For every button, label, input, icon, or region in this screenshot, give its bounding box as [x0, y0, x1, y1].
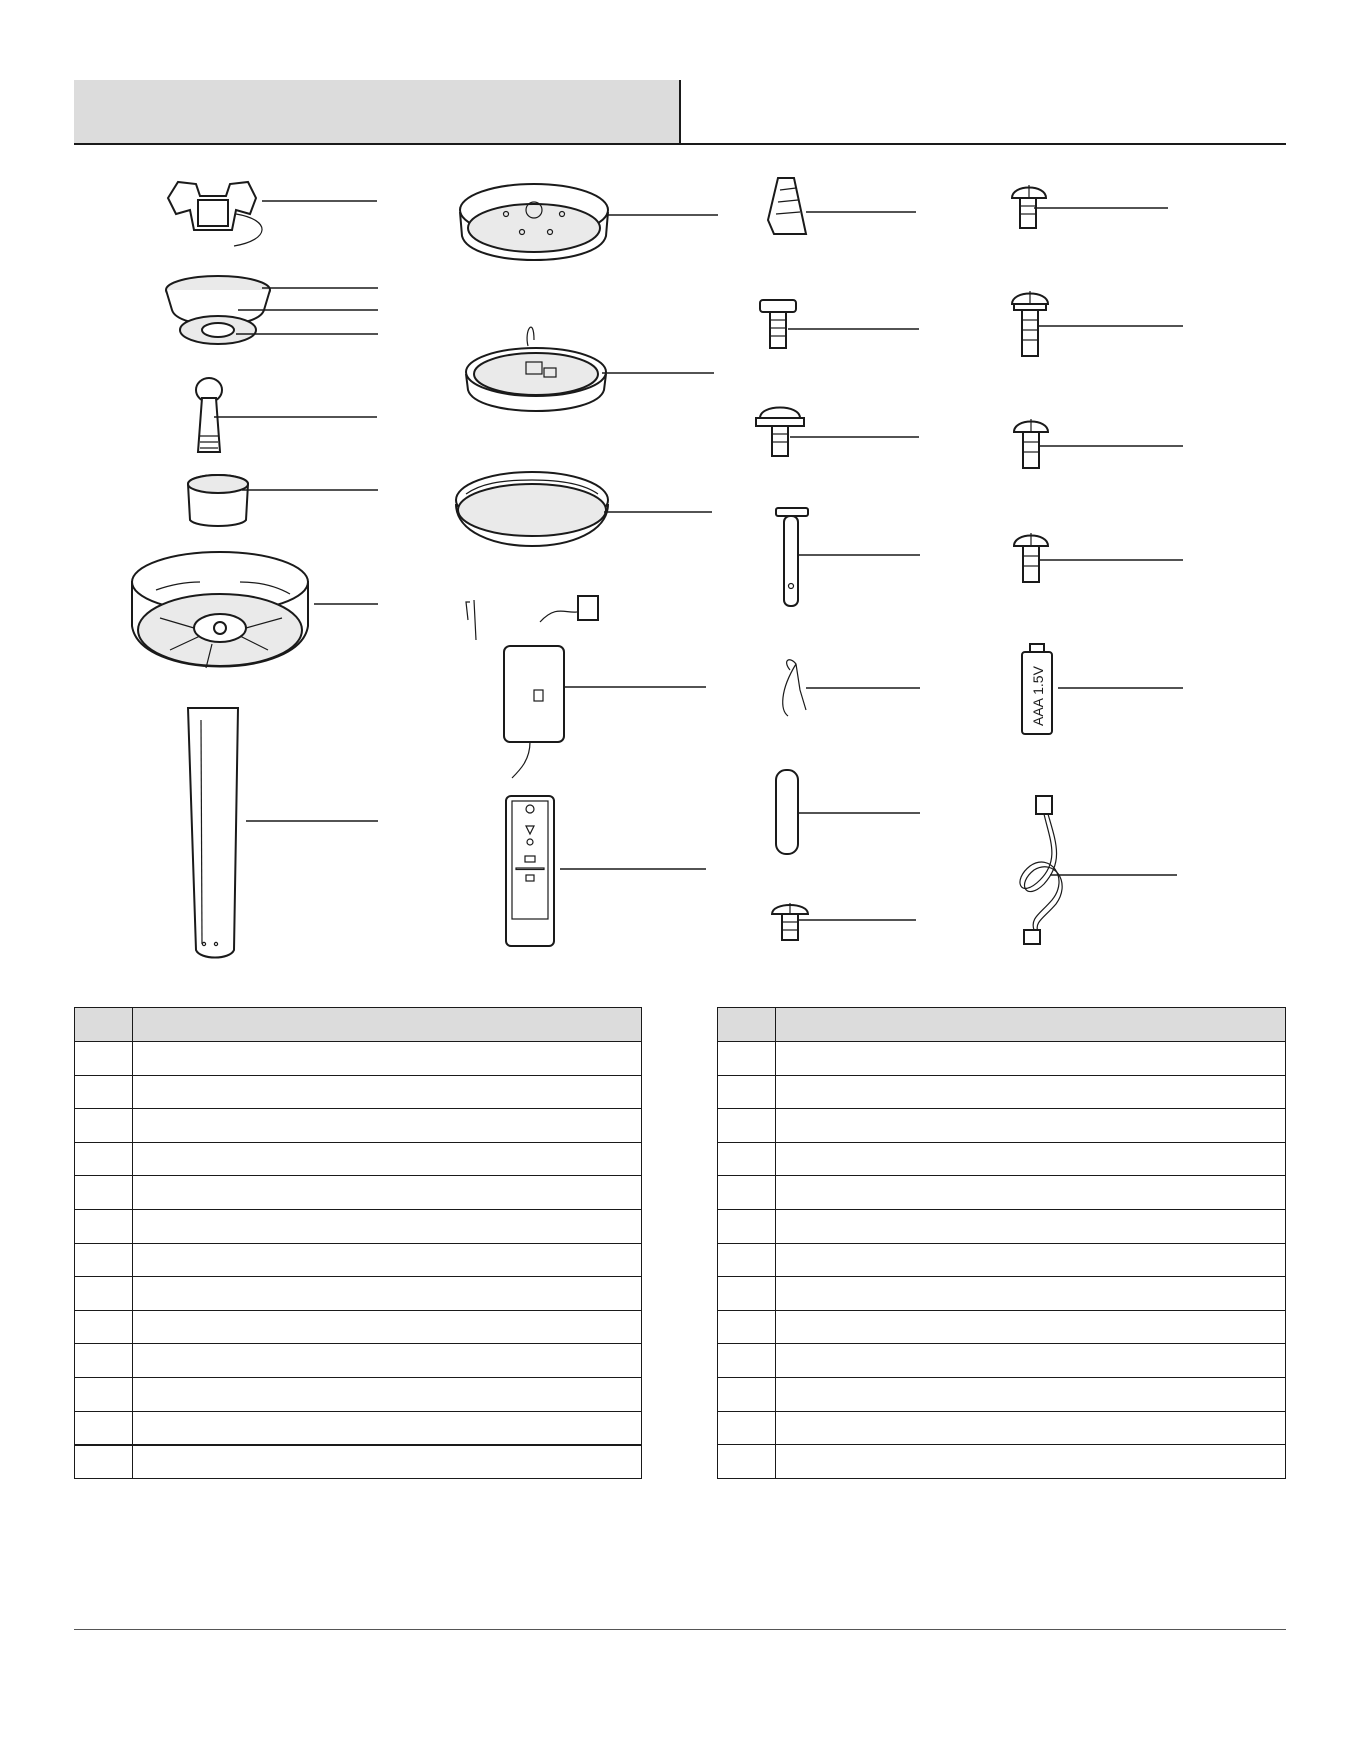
- table-row: [75, 1445, 642, 1479]
- screw-c-illustration: [1014, 419, 1183, 468]
- hanger-pin-illustration: [776, 508, 920, 606]
- downrod-illustration: [196, 378, 377, 452]
- battery-label: AAA 1.5V: [1030, 666, 1046, 726]
- r-clip-illustration: [783, 660, 920, 716]
- parts-table-left: [74, 1007, 642, 1479]
- column-header-description: [133, 1008, 642, 1042]
- table-row: [718, 1277, 1286, 1311]
- column-header-part: [718, 1008, 776, 1042]
- column-header-part: [75, 1008, 133, 1042]
- table-row: [718, 1243, 1286, 1277]
- coupling-cover-illustration: [188, 475, 378, 526]
- table-row: [718, 1445, 1286, 1479]
- remote-control-illustration: [506, 796, 706, 946]
- table-row: [75, 1075, 642, 1109]
- table-row: [75, 1377, 642, 1411]
- table-row: [75, 1209, 642, 1243]
- table-row: [75, 1042, 642, 1076]
- table-row: [718, 1109, 1286, 1143]
- table-row: [75, 1176, 642, 1210]
- table-row: [718, 1310, 1286, 1344]
- table-row: [75, 1277, 642, 1311]
- table-row: [718, 1075, 1286, 1109]
- mounting-bracket-illustration: [168, 182, 377, 246]
- screw-b-illustration: [1012, 291, 1183, 356]
- table-row: [718, 1344, 1286, 1378]
- wire-harness-illustration: [1020, 796, 1177, 944]
- table-row: [75, 1310, 642, 1344]
- light-shade-illustration: [456, 472, 712, 546]
- small-screw-illustration: [772, 903, 916, 940]
- table-row: [75, 1344, 642, 1378]
- column-header-description: [776, 1008, 1286, 1042]
- thumb-screw-illustration: [760, 300, 919, 348]
- table-header-row: [75, 1008, 642, 1042]
- table-row: [718, 1411, 1286, 1445]
- table-row: [718, 1042, 1286, 1076]
- battery-illustration: [1022, 644, 1183, 734]
- footer-rule: [74, 1629, 1286, 1630]
- table-row: [75, 1411, 642, 1445]
- led-light-kit-illustration: [466, 327, 714, 411]
- blade-screw-illustration: [756, 408, 919, 457]
- table-row: [75, 1142, 642, 1176]
- dowel-pin-illustration: [776, 770, 920, 854]
- screw-a-illustration: [1012, 185, 1168, 228]
- fan-blade-illustration: [188, 708, 378, 958]
- motor-housing-illustration: [132, 552, 378, 668]
- screw-d-illustration: [1014, 533, 1183, 582]
- table-row: [75, 1109, 642, 1143]
- table-row: [718, 1176, 1286, 1210]
- parts-table-right: [717, 1007, 1286, 1479]
- table-row: [718, 1377, 1286, 1411]
- wire-connector-illustration: [768, 178, 916, 234]
- canopy-illustration: [166, 276, 378, 344]
- table-header-row: [718, 1008, 1286, 1042]
- table-row: [718, 1142, 1286, 1176]
- table-row: [75, 1243, 642, 1277]
- receiver-illustration: [466, 596, 706, 778]
- table-row: [718, 1209, 1286, 1243]
- switch-housing-illustration: [460, 184, 718, 260]
